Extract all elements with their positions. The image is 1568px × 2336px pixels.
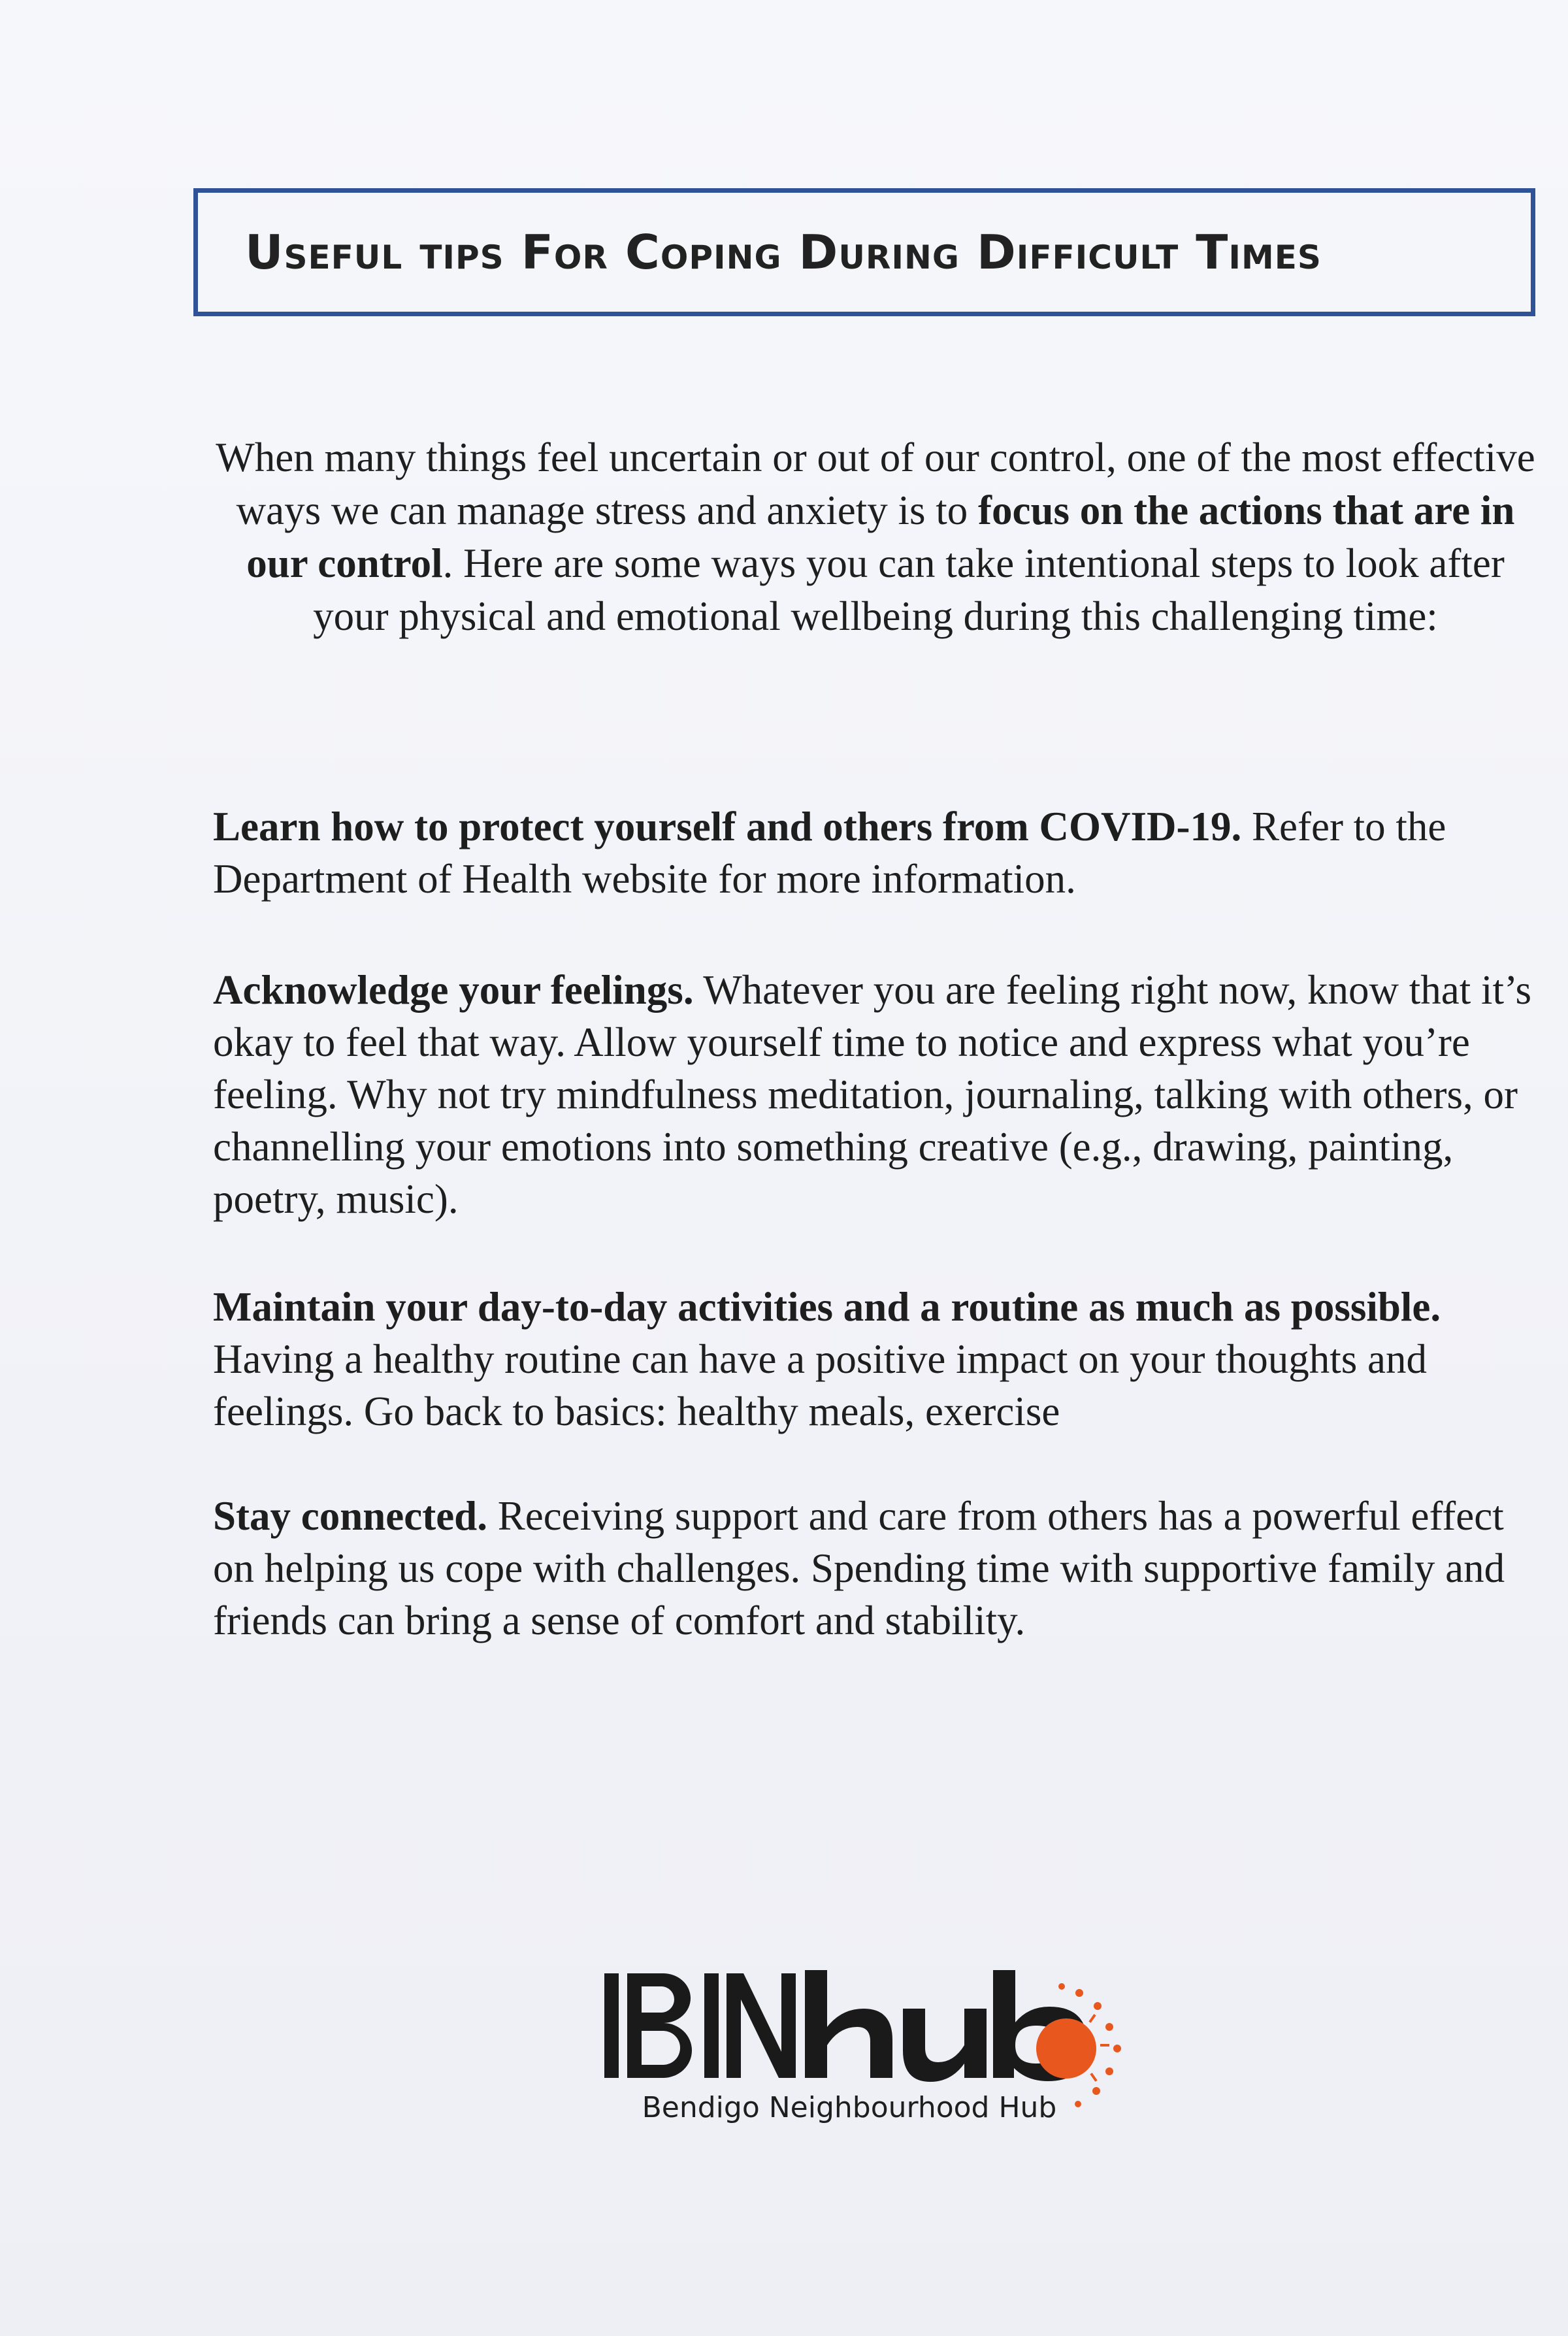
- tip-body: Having a healthy routine can have a positive impact on your thoughts and feelings. Go back to basics: healthy meals, exercise: [213, 1336, 1428, 1434]
- title-box: [193, 188, 1535, 316]
- intro-bold-text: focus on the actions that are in our control: [246, 487, 1515, 586]
- page-title: Useful tips For Coping During Difficult Times: [245, 225, 1322, 280]
- tip-heading: Acknowledge your feelings.: [213, 967, 694, 1013]
- tip-body: Receiving support and care from others has a powerful effect on helping us cope with challenges. Spending time with supportive family and friends can bring a sense of comfort and stability.: [213, 1493, 1505, 1643]
- tip-acknowledge-feelings: [213, 964, 1539, 1225]
- tip-heading: Learn how to protect yourself and others from COVID-19.: [213, 804, 1242, 849]
- tip-heading: Stay connected.: [213, 1493, 487, 1539]
- tip-maintain-routine: [213, 1281, 1539, 1438]
- intro-text-part1: When many things feel uncertain or out of our control, one of the most effective ways we can manage stress and anxiety is to: [216, 435, 1535, 533]
- logo-letter-h: [805, 1970, 892, 2078]
- logo-letter-b: [604, 1973, 692, 2078]
- intro-paragraph: [216, 431, 1535, 643]
- tip-stay-connected: [213, 1490, 1539, 1647]
- tip-body: Refer to the Department of Health website for more information.: [213, 804, 1446, 902]
- logo-letter-u: [903, 2009, 987, 2082]
- logo-letter-n: [704, 1973, 796, 2078]
- tip-heading: Maintain your day-to-day activities and a routine as much as possible.: [213, 1284, 1441, 1330]
- logo-accent-orange: [1036, 1983, 1121, 2107]
- tip-body: Whatever you are feeling right now, know that it’s okay to feel that way. Allow yourself time to notice and express what you’re feeling. Why not try mindfulness meditation, journaling, talking with others, or channelling your emotions into something creative (e.g., drawing, painting, poetry, music).: [213, 967, 1531, 1222]
- tip-protect-covid: [213, 800, 1539, 905]
- logo-caption: Bendigo Neighbourhood Hub: [642, 2091, 1057, 2124]
- intro-text-part2: . Here are some ways you can take intentional steps to look after your physical and emotional wellbeing during this challenging time:: [313, 540, 1505, 639]
